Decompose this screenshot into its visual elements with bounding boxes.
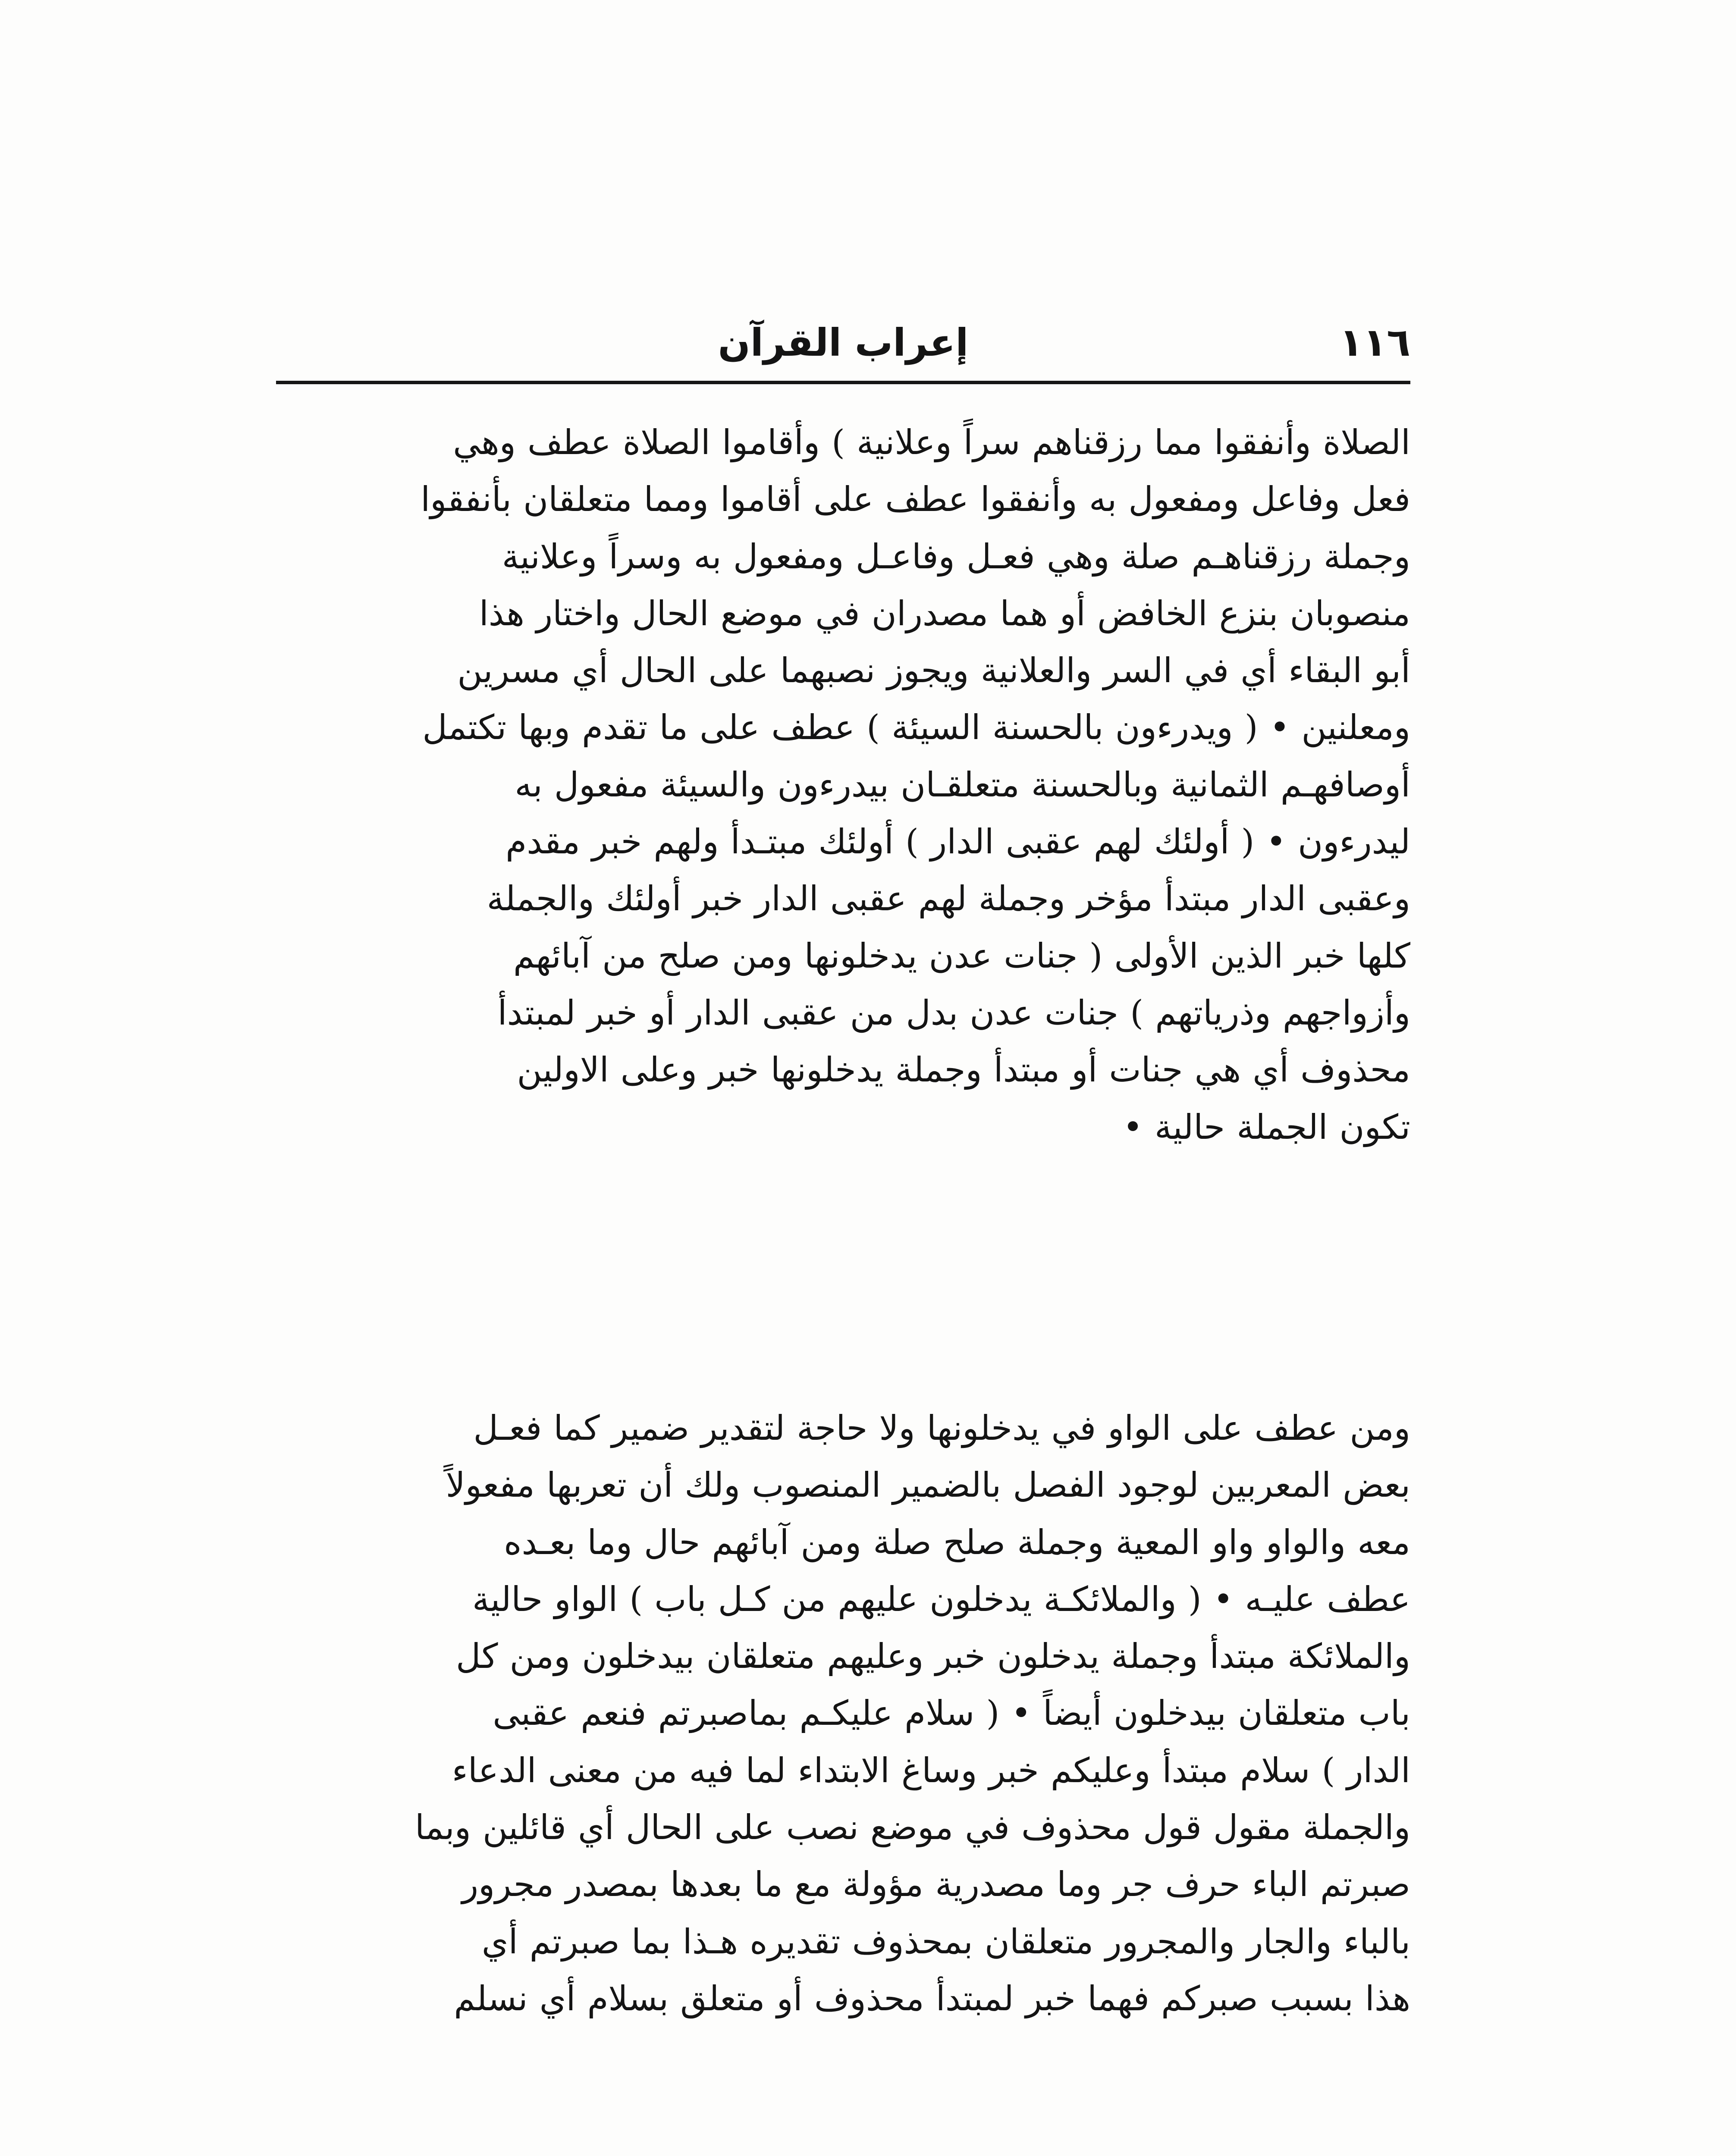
text-line: الدار ) سلام مبتدأ وعليكم خبر وساغ الابتداء لما فيه من معنى الدعاء [452, 1750, 1410, 1790]
text-line: وعقبى الدار مبتدأ مؤخر وجملة لهم عقبى الدار خبر أولئك والجملة [487, 879, 1410, 919]
text-line: بالباء والجار والمجرور متعلقان بمحذوف تقديره هـذا بما صبرتم أي [481, 1921, 1410, 1962]
text-line: وأزواجهم وذرياتهم ) جنات عدن بدل من عقبى الدار أو خبر لمبتدأ [497, 993, 1410, 1033]
book-title: إعراب القرآن [718, 320, 969, 365]
text-line: الصلاة وأنفقوا مما رزقناهم سراً وعلانية ) وأقاموا الصلاة عطف وهي [453, 423, 1410, 462]
text-line: معه والواو واو المعية وجملة صلح صلة ومن آبائهم حال وما بعـده [504, 1522, 1410, 1562]
text-line: وجملة رزقناهـم صلة وهي فعـل وفاعـل ومفعول به وسراً وعلانية [502, 536, 1410, 577]
page-number: ١١٦ [1339, 320, 1410, 365]
text-line: تكون الجملة حالية • [1123, 1107, 1410, 1147]
text-line: محذوف أي هي جنات أو مبتدأ وجملة يدخلونها خبر وعلى الاولين [517, 1050, 1410, 1090]
text-line: أوصافهـم الثمانية وبالحسنة متعلقـان بيدرءون والسيئة مفعول به [515, 765, 1410, 805]
paragraph-2 [276, 1400, 1410, 2027]
header-rule [276, 381, 1410, 384]
text-line: ومن عطف على الواو في يدخلونها ولا حاجة لتقدير ضمير كما فعـل [473, 1408, 1410, 1448]
paragraph-1 [276, 414, 1410, 1156]
text-line: ليدرءون • ( أولئك لهم عقبى الدار ) أولئك مبتـدأ ولهم خبر مقدم [505, 822, 1410, 862]
text-line: باب متعلقان بيدخلون أيضاً • ( سلام عليكـم بماصبرتم فنعم عقبى [493, 1693, 1410, 1733]
text-line: هذا بسبب صبركم فهما خبر لمبتدأ محذوف أو متعلق بسلام أي نسلم [454, 1978, 1410, 2018]
text-line: كلها خبر الذين الأولى ( جنات عدن يدخلونها ومن صلح من آبائهم [513, 936, 1410, 976]
text-line: عطف عليـه • ( والملائكـة يدخلون عليهم من كـل باب ) الواو حالية [472, 1579, 1410, 1619]
text-line: والملائكة مبتدأ وجملة يدخلون خبر وعليهم متعلقان بيدخلون ومن كل [456, 1636, 1410, 1677]
text-line: والجملة مقول قول محذوف في موضع نصب على الحال أي قائلين وبما [414, 1808, 1410, 1848]
running-header [276, 302, 1410, 388]
text-line: بعض المعربين لوجود الفصل بالضمير المنصوب ولك أن تعربها مفعولاً [446, 1465, 1410, 1505]
text-line: فعل وفاعل ومفعول به وأنفقوا عطف على أقاموا ومما متعلقان بأنفقوا [421, 479, 1410, 520]
text-line: ومعلنين • ( ويدرءون بالحسنة السيئة ) عطف على ما تقدم وبها تكتمل [422, 708, 1410, 748]
text-line: منصوبان بنزع الخافض أو هما مصدران في موضع الحال واختار هذا [479, 593, 1410, 633]
text-line: أبو البقاء أي في السر والعلانية ويجوز نصبهما على الحال أي مسرين [457, 651, 1410, 691]
text-line: صبرتم الباء حرف جر وما مصدرية مؤولة مع ما بعدها بمصدر مجرور [461, 1865, 1410, 1905]
